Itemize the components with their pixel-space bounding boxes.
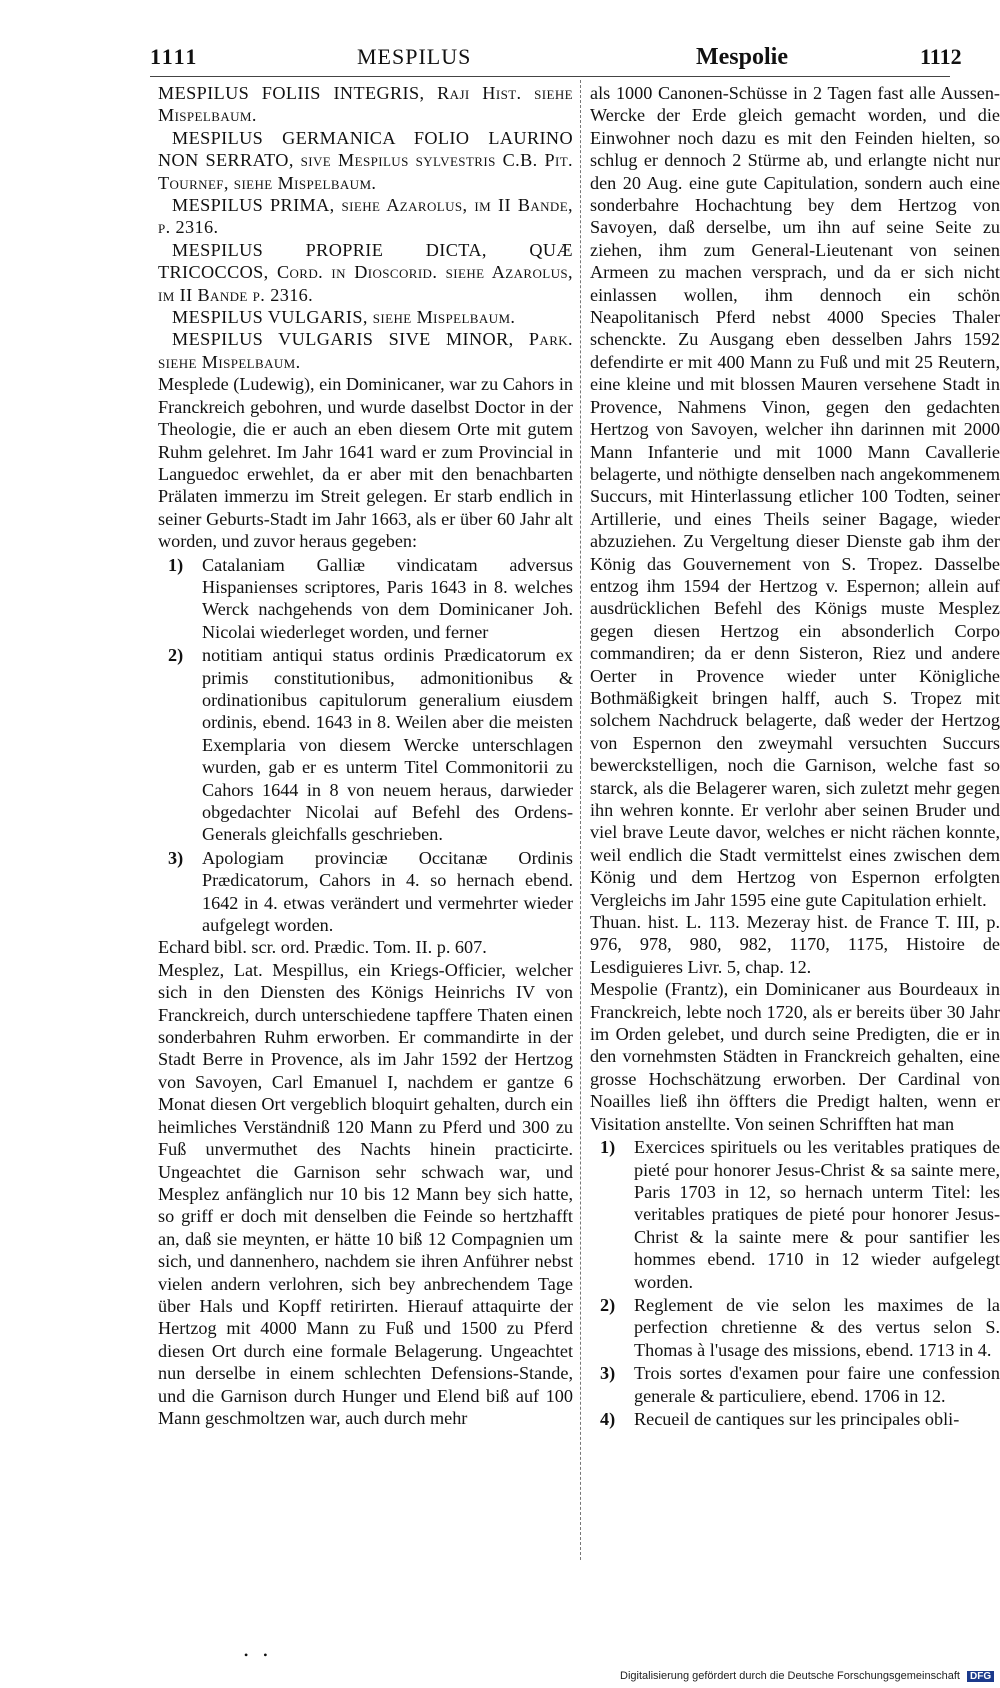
entry-mesplez-references: Thuan. hist. L. 113. Mezeray hist. de France T. III, p. 976, 978, 980, 982, 1170, 1175, Histoire de Lesdiguieres Livr. 5, chap. 12. [590,912,1000,977]
entry-mespilus-proprie-dicta: MESPILUS PROPRIE DICTA, QUÆ TRICOCCOS, Cord. in Dioscorid. siehe Azarolus, im II Bande p. 2316. [158,239,573,305]
list-item-text: notitiam antiqui status ordinis Prædicatorum ex primis constitutionibus, admonitionibus & ordinationibus capitulorum generalium eiusdem ordinis, ebend. 1643 in 8. Weilen aber die meisten Exemplaria von diesem Wercke unterschlagen wurden, gab er es unterm Titel Commonitorii zu Cahors 1644 in 8 von neuem heraus, darwieder obgedachter Nicolai auf Befehl des Ordens-Generals gleichfalls geschrieben. [202,645,573,845]
list-item-text: Trois sortes d'examen pour faire une confession generale & particuliere, ebend. 1706 in 12. [634,1363,1000,1406]
list-item [590,1408,1000,1430]
credit-text: Digitalisierung gefördert durch die Deutsche Forschungsgemeinschaft [620,1670,960,1682]
entry-mesplez-continued: als 1000 Canonen-Schüsse in 2 Tagen fast alle Aussen-Wercke der Erde gleich gemacht worden, und die Einwohner noch dazu es mit den Feinden hielten, so schlug er dennoch 2 Stürme ab, und erlangte nicht nur den 20 Aug. eine gute Capitulation, sondern auch eine sonderbahre Hochachtung bey dem Hertzog von Savoyen, daß derselbe, um ihn auf seine Seite zu ziehen, ihm zum General-Lieutenant von seinen Armeen zu machen versprach, und da er sich nicht einlassen wollen, ihm dennoch ein schön Neapolitanisch Pferd nebst 4000 Species Thaler schenckte. Zu Ausgang eben desselben Jahrs 1592 defendirte er mit 400 Mann zu Fuß und mit 25 Reutern, eine kleine und mit blossen Mauren versehene Stadt in Provence, Nahmens Vinon, gegen den gedachten Hertzog von Savoyen, welcher ihn darinnen mit 2000 Mann Infanterie und mit 1000 Mann Cavallerie belagerte, und nöthigte denselben nach angekommenem Succurs, mit Hinterlassung etlicher 100 Todten, seiner Artillerie, und eines Theils seiner Bagage, wieder abzuziehen. Zu Vergeltung dieser Dienste gab ihm der König das Gouvernement von S. Tropez. Dasselbe entzog ihm 1594 der Hertzog v. Espernon; allein auf ausdrücklichen Befehl des Königs muste Mesplez gegen diesen Hertzog ein absonderlich Corpo commandiren; da er denn Sisteron, Riez und andere Oerter in Provence wieder unter Königliche Bothmäßigkeit bringen halff, auch S. Tropez mit solchem Nachdruck belagerte, daß weder der Hertzog von Espernon den zweymahl versuchten Succurs bewerckstelligen, noch die Garnison, welche fast so starck, als die Belagerer waren, sich zuletzt mehr gegen ihn wehren konnte. Er verlohr aber seinen Bruder und viel brave Leute davor, welches er nicht rächen konnte, weil endlich die Stadt vermittelst eines zwischen dem König und dem Hertzog von Espernon erfolgten Vergleichs im Jahr 1595 eine gute Capitulation erhielt. [590,83,1000,910]
list-item-number: 1) [600,1137,616,1158]
list-item-number: 3) [168,847,184,868]
list-item-text: Reglement de vie selon les maximes de la perfection chretienne & des vertus selon S. Thomas à l'usage des missions, ebend. 1713 in 4. [634,1294,1000,1360]
dfg-logo: DFG [967,1671,994,1682]
page-number-right: 1112 [920,44,962,69]
list-item-number: 2) [600,1294,616,1315]
list-item [158,644,573,846]
left-column [158,82,573,1642]
list-item [158,554,573,644]
list-item-number: 2) [168,645,184,666]
list-item-text: Catalaniam Galliæ vindicatam adversus Hispanienses scriptores, Paris 1643 in 8. welches Werck nachgehends von dem Dominicaner Joh. Nicolai wiederleget worden, und ferner [202,554,573,642]
right-column [590,82,1000,1642]
list-item-number: 3) [600,1363,616,1384]
entry-mespilus-vulgaris: MESPILUS VULGARIS, siehe Mispelbaum. [172,307,516,328]
running-head-right: Mespolie [696,44,788,70]
list-item-text: Apologiam provinciæ Occitanæ Ordinis Prædicatorum, Cahors in 4. so hernach ebend. 1642 in 4. etwas verändert und vermehrter wieder aufgelegt worden. [202,847,573,936]
list-item [590,1362,1000,1407]
page-number-left: 1111 [150,44,199,69]
list-item-text: Exercices spirituels ou les veritables pratiques de pieté pour honorer Jesus-Christ & sa sainte mere, Paris 1703 in 12, so hernach unterm Titel: les veritables pratiques de pieté pour honorer Jesus-Christ & la sainte mere & pour santifier les hommes ebend. 1710 in 12 wieder aufgelegt worden. [634,1137,1000,1292]
list-item-number: 1) [168,554,184,575]
entry-mespilus-germanica: MESPILUS GERMANICA FOLIO LAURINO NON SERRATO, sive Mespilus sylvestris C.B. Pit. Tournef, siehe Mispelbaum. [158,127,573,193]
list-item-text: Recueil de cantiques sur les principales obli- [634,1408,960,1429]
entry-mesplede: Mesplede (Ludewig), ein Dominicaner, war zu Cahors in Franckreich gebohren, und wurde daselbst Doctor in der Theologie, die er auch an eben diesem Orte mit gutem Ruhm gelehret. Im Jahr 1641 ward er zum Provincial in Languedoc erwehlet, da er aber mit den benachbarten Prälaten immerzu im Streit gelegen. Er starb endlich in seiner Geburts-Stadt im Jahr 1663, als er über 60 Jahr alt worden, und zuvor heraus gegeben: [158,374,573,552]
header-rule [150,76,950,77]
digitization-credit [620,1670,1000,1682]
entry-mespilus-foliis-integris: MESPILUS FOLIIS INTEGRIS, Raji Hist. siehe Mispelbaum. [158,83,573,126]
entry-mespilus-prima: MESPILUS PRIMA, siehe Azarolus, im II Bande, p. 2316. [158,195,573,238]
entry-mespolie: Mespolie (Frantz), ein Dominicaner aus Bourdeaux in Franckreich, lebte noch 1720, als er bereits über 30 Jahr im Orden gelebet, und durch seine Predigten, die er in den vornehmsten Städten in Franckreich gehalten, eine grosse Hochschätzung erworben. Der Cardinal von Noailles ließ ihn öffters die Predigt halten, wenn er Visitation anstellte. Von seinen Schrifften hat man [590,979,1000,1134]
entry-echard-reference: Echard bibl. scr. ord. Prædic. Tom. II. p. 607. [158,937,487,958]
bottom-marks: • • [244,1648,274,1662]
list-item-number: 4) [600,1408,616,1429]
list-item [590,1136,1000,1293]
running-head-left: MESPILUS [357,44,472,69]
column-divider [580,80,582,1560]
entry-mesplez: Mesplez, Lat. Mespillus, ein Kriegs-Officier, welcher sich in den Diensten des Königs Heinrichs IV von Franckreich, durch unterschiedene tapffere Thaten einen sonderbahren Ruhm erworben. Er commandirte in der Stadt Berre in Provence, als im Jahr 1592 der Hertzog von Savoyen, Carl Emanuel I, nachdem er gantze 6 Monat diesen Ort vergeblich bloquirt gehalten, durch ein heimliches Verständniß 120 Mann zu Pferd und 300 zu Fuß unvermuthet des Nachts hinein practicirte. Ungeachtet die Garnison sehr schwach war, und Mesplez anfänglich nur 10 bis 12 Mann bey sich hatte, so griff er doch mit denselben die Feinde so hertzhafft an, daß sie meynten, er hätte 10 biß 12 Compagnien um sich, und dannenhero, nachdem sie ihren Anführer nebst vielen andern verlohren, sich bey anbrechendem Tage über Hals und Kopff retirirten. Hierauf attaquirte der Hertzog mit 4000 Mann zu Fuß und 1500 zu Pferd diesen Ort durch eine formale Belagerung. Ungeachtet nun derselbe in einem schlechten Defensions-Stande, und die Garnison durch Hunger und Elend biß auf 100 Mann geschmoltzen war, auch durch mehr [158,959,573,1428]
page-header [150,38,962,78]
list-item [590,1294,1000,1361]
entry-mespilus-vulgaris-minor: MESPILUS VULGARIS SIVE MINOR, Park. siehe Mispelbaum. [158,329,573,372]
list-item [158,847,573,937]
